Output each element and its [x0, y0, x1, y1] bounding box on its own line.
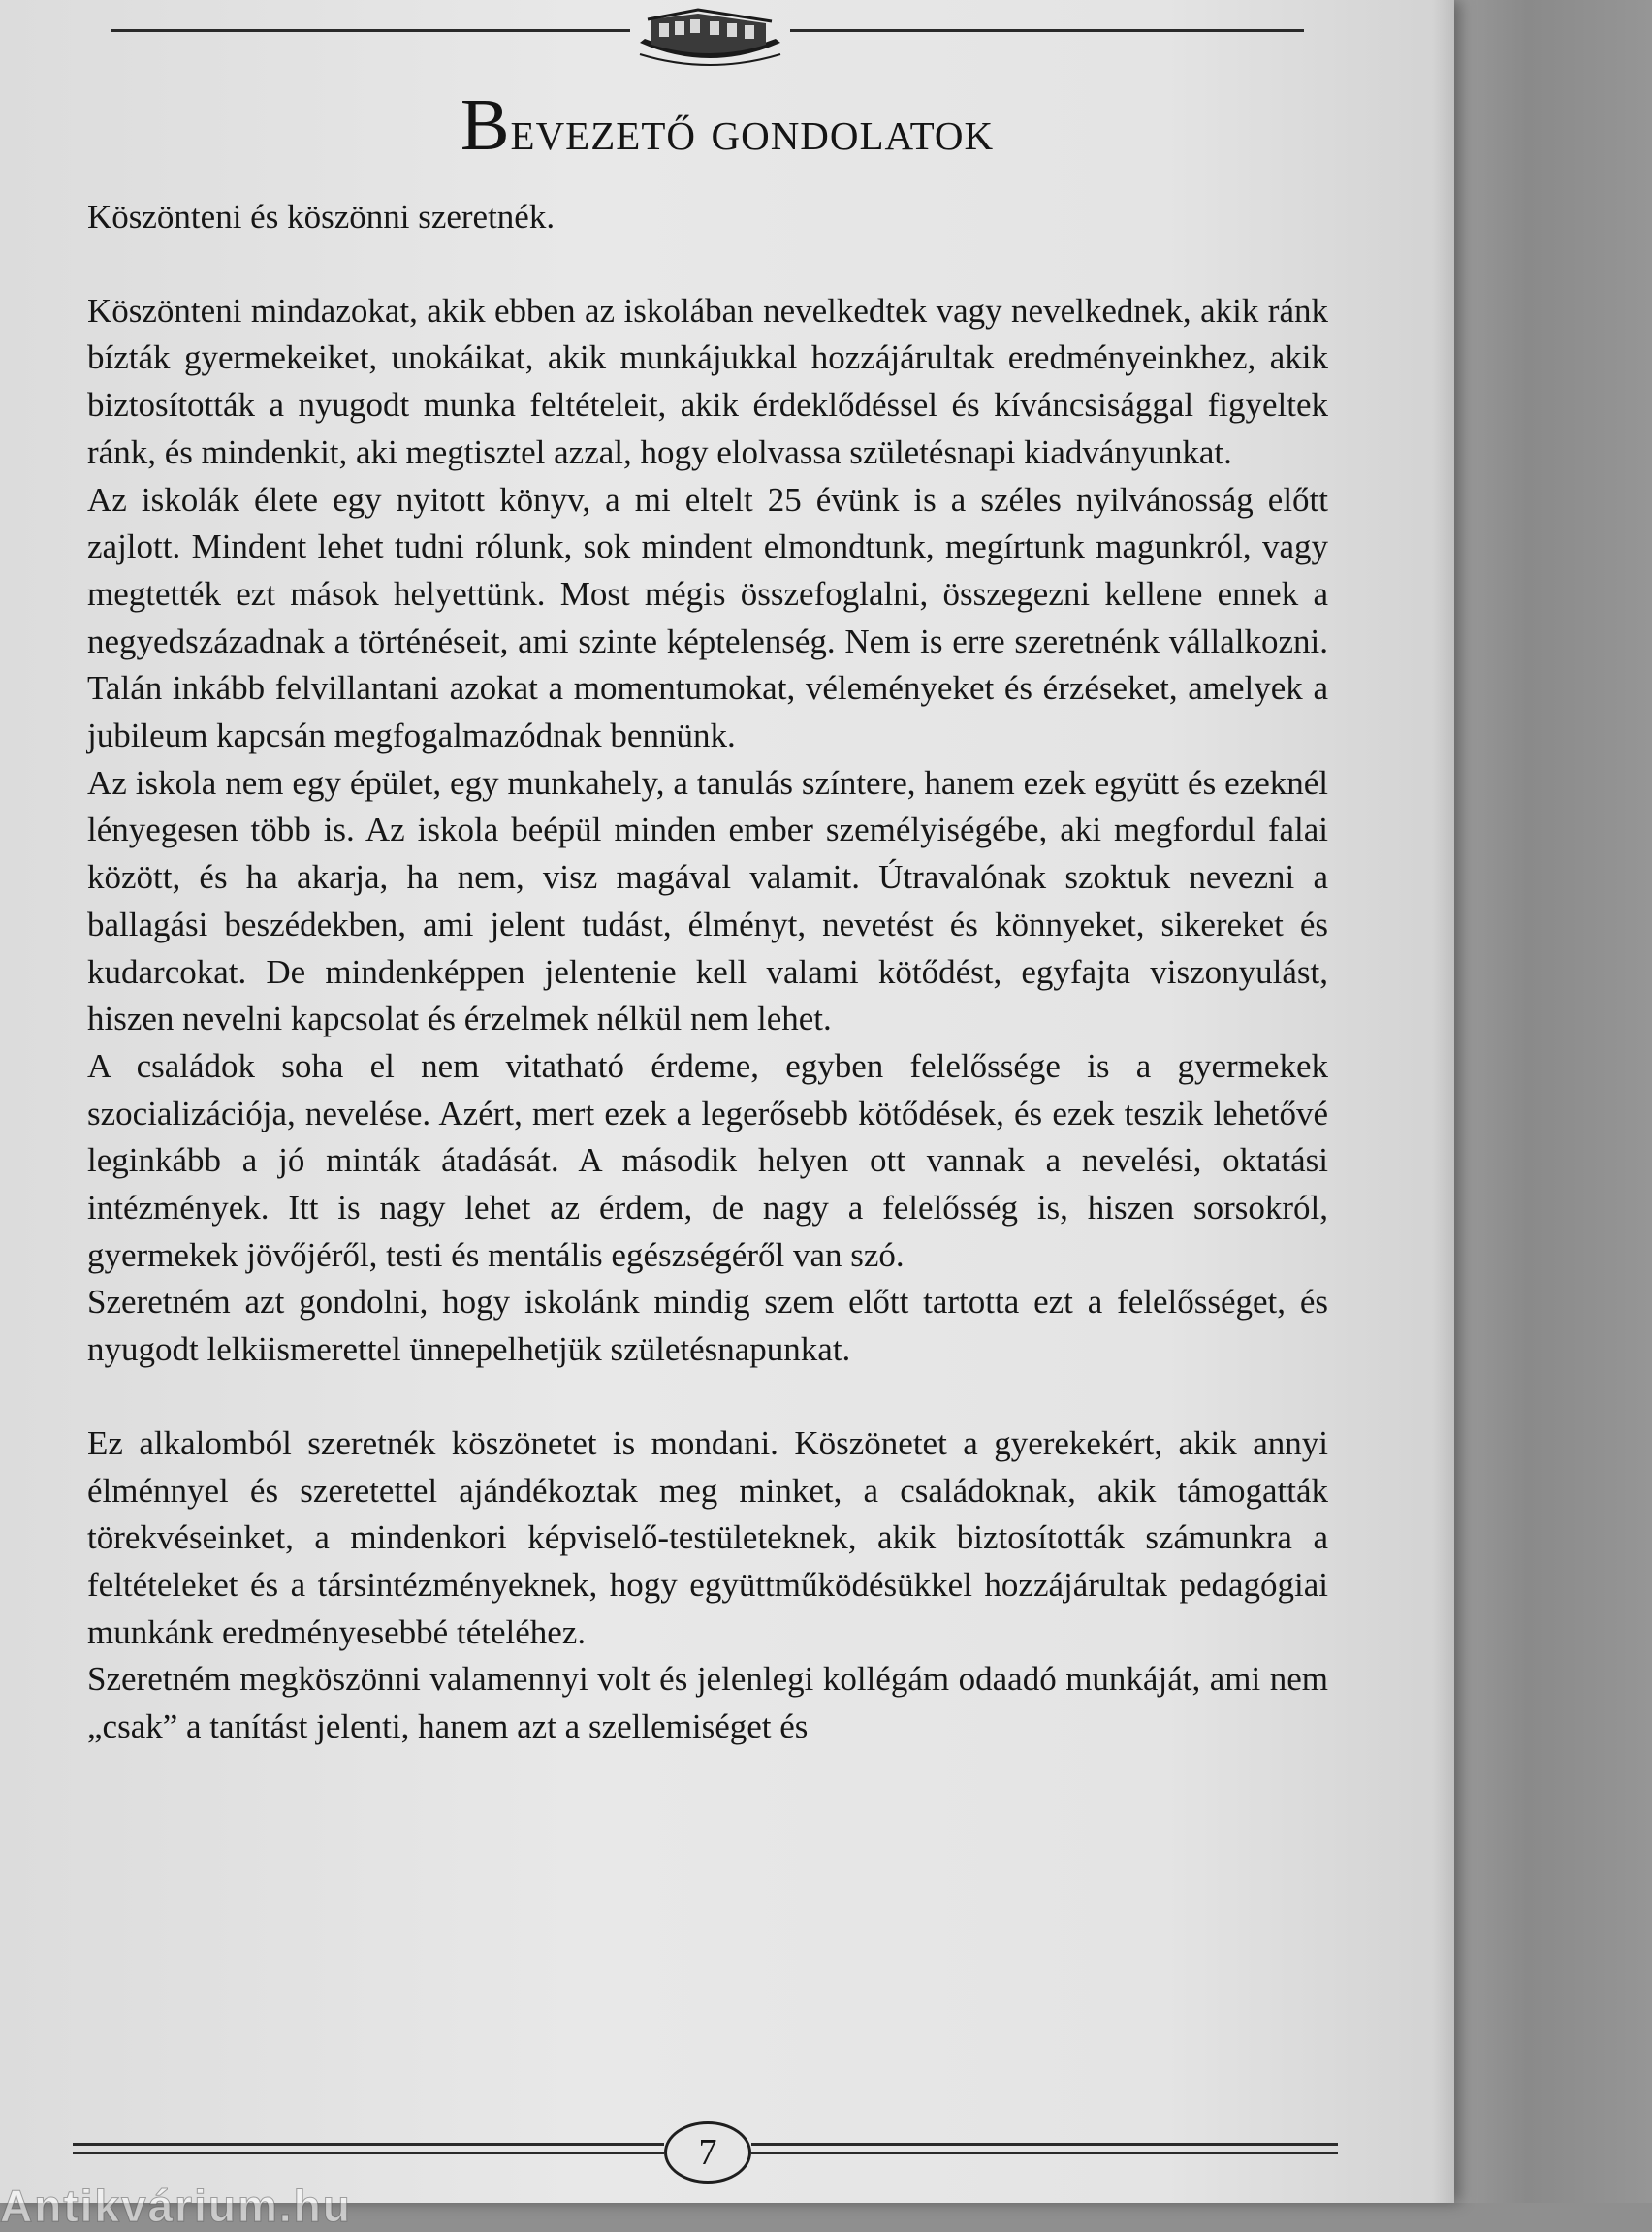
footer-rule-right-top [751, 2143, 1338, 2146]
paragraph: Szeretném megköszönni valamennyi volt és jelenlegi kollégám odaadó munkáját, ami nem „csak” a tanítást jelenti, hanem azt a szellemiséget és [87, 1660, 1328, 1746]
page-title [0, 83, 1454, 168]
header-rule-right [790, 29, 1304, 32]
title-rest: evezető gondolatok [510, 99, 995, 162]
building-ornament-icon [630, 6, 790, 74]
page-number: 7 [664, 2121, 751, 2184]
paragraph: A családok soha el nem vitatható érdeme, egyben felelőssége is a gyermekek szocializációja, nevelése. Azért, mert ezek a legerősebb kötődések, és ezek teszik lehetővé leginkább a jó minták átadását. A második helyen ott vannak a nevelési, oktatási intézmények. Itt is nagy lehet az érdem, de nagy a felelősség is, hiszen sorsokról, gyermekek jövőjéről, testi és mentális egészségéről van szó. [87, 1046, 1328, 1274]
footer-rule-left-top [73, 2143, 664, 2146]
footer-rule-right-bottom [751, 2152, 1338, 2154]
title-initial: B [460, 84, 511, 166]
footer-rule-left-bottom [73, 2152, 664, 2154]
paragraph: Szeretném azt gondolni, hogy iskolánk mindig szem előtt tartotta ezt a felelősséget, és nyugodt lelkiismerettel ünnepelhetjük születésnapunkat. [87, 1283, 1328, 1369]
paragraph: Ez alkalomból szeretnék köszönetet is mondani. Köszönetet a gyerekekért, akik annyi élménnyel és szeretettel ajándékoztak meg minket, a családoknak, akik támogatták törekvéseinket, a mindenkori képviselő-testületeknek, akik biztosították számunkra a feltételeket és a társintézményeknek, hogy együttműködésükkel hozzájárultak pedagógiai munkánk eredményesebbé tételéhez. [87, 1423, 1328, 1651]
paragraph: Az iskola nem egy épület, egy munkahely, a tanulás színtere, hanem ezek együtt és ezeknél lényegesen több is. Az iskola beépül minden ember személyiségébe, aki megfordul falai között, és ha akarja, ha nem, visz magával valamit. Útravalónak szoktuk nevezni a ballagási beszédekben, ami jelent tudást, élményt, nevetést és könnyeket, sikereket és kudarcokat. De mindenképpen jelentenie kell valami kötődést, egyfajta viszonyulást, hiszen nevelni kapcsolat és érzelmek nélkül nem lehet. [87, 763, 1328, 1038]
header-rule-left [111, 29, 630, 32]
paragraph: Köszönteni mindazokat, akik ebben az iskolában nevelkedtek vagy nevelkednek, akik ránk bízták gyermekeiket, unokáikat, akik munkájukkal hozzájárultak eredményeinkhez, akik biztosították a nyugodt munka feltételeit, akik érdeklődéssel és kíváncsisággal figyeltek ránk, és mindenkit, aki megtisztel azzal, hogy elolvassa születésnapi kiadványunkat. [87, 291, 1328, 471]
paragraph: Az iskolák élete egy nyitott könyv, a mi eltelt 25 évünk is a széles nyilvánosság előtt zajlott. Mindent lehet tudni rólunk, sok mindent elmondtunk, megírtunk magunkról, vagy megtették ezt mások helyettünk. Most mégis összefoglalni, összegezni kellene ennek a negyedszázadnak a történéseit, ami szinte képtelenség. Nem is erre szeretnénk vállalkozni. Talán inkább felvillantani azokat a momentumokat, véleményeket és érzéseket, amelyek a jubileum kapcsán megfogalmazódnak bennünk. [87, 480, 1328, 755]
background-surface [1445, 0, 1652, 2203]
watermark: Antikvárium.hu [0, 2181, 352, 2231]
body-text [87, 194, 1328, 1751]
page-edge-shadow [1433, 0, 1454, 2203]
paragraph-greeting: Köszönteni és köszönni szeretnék. [87, 198, 556, 236]
